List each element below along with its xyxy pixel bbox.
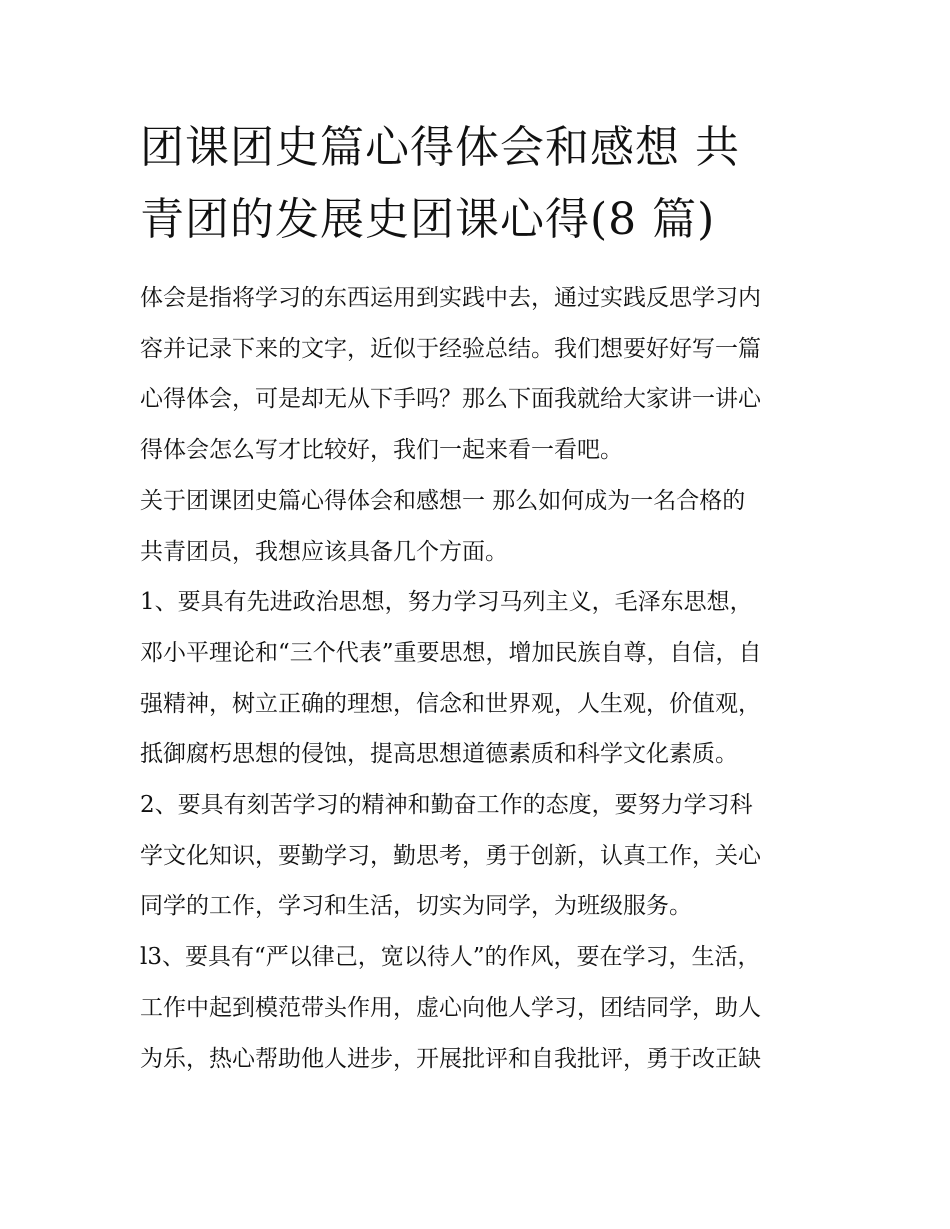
title-line: 青团的发展史团课心得(8 篇) [140,194,716,245]
paragraph-intro [140,273,812,476]
paragraph-point-1 [140,577,812,780]
text-line: 2、要具有刻苦学习的精神和勤奋工作的态度，要努力学习科 [140,792,753,819]
text-line: 同学的工作，学习和生活，切实为同学，为班级服务。 [140,893,692,920]
text-line: 工作中起到模范带头作用，虚心向他人学习，团结同学，助人 [140,994,761,1021]
text-line: 心得体会，可是却无从下手吗？那么下面我就给大家讲一讲心 [140,386,761,413]
text-line: 抵御腐朽思想的侵蚀，提高思想道德素质和科学文化素质。 [140,741,738,768]
paragraph-point-3 [140,932,812,1084]
text-line: 1、要具有先进政治思想，努力学习马列主义，毛泽东思想， [140,589,753,616]
text-line: 得体会怎么写才比较好，我们一起来看一看吧。 [140,437,623,464]
text-line: 学文化知识，要勤学习，勤思考，勇于创新，认真工作，关心 [140,842,761,869]
text-line: 为乐，热心帮助他人进步，开展批评和自我批评，勇于改正缺 [140,1045,761,1072]
text-line: 体会是指将学习的东西运用到实践中去，通过实践反思学习内 [140,285,761,311]
document-body [140,273,812,1084]
title-line: 团课团史篇心得体会和感想 共 [140,122,740,173]
paragraph-point-2 [140,780,812,932]
document-content [140,112,812,1084]
paragraph-section-heading [140,476,812,577]
text-line: l3、要具有“严以律己，宽以待人”的作风，要在学习，生活， [140,944,761,971]
text-line: 共青团员，我想应该具备几个方面。 [140,538,508,565]
text-line: 容并记录下来的文字，近似于经验总结。我们想要好好写一篇 [140,335,761,362]
text-line: 关于团课团史篇心得体会和感想一 那么如何成为一名合格的 [140,487,746,514]
text-line: 强精神，树立正确的理想，信念和世界观，人生观，价值观， [140,690,761,717]
document-title [140,112,812,256]
text-line: 邓小平理论和“三个代表”重要思想，增加民族自尊，自信，自 [140,639,762,666]
